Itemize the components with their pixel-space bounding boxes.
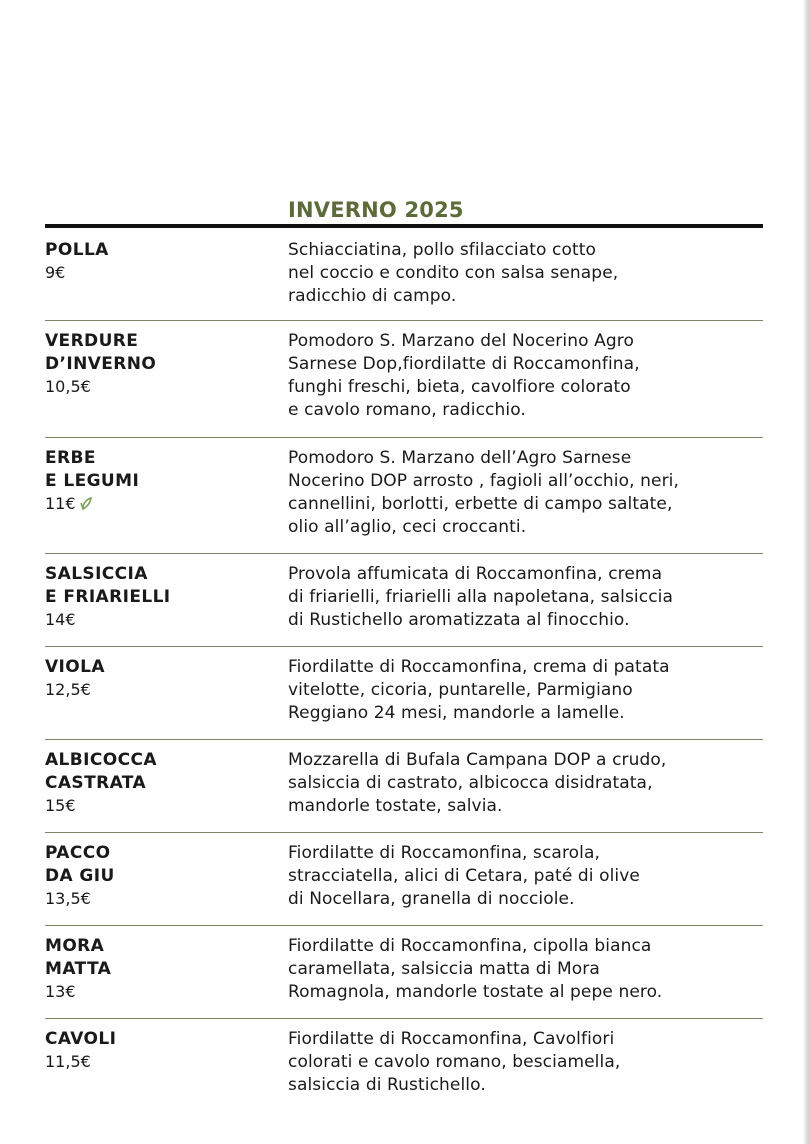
menu-item — [45, 926, 763, 1019]
item-description: Fiordilatte di Roccamonfina, crema di patata vitelotte, cicoria, puntarelle, Parmigiano Reggiano 24 mesi, mandorle a lamelle. — [288, 657, 670, 723]
menu-item — [45, 740, 763, 833]
item-price: 13,5€ — [45, 889, 91, 908]
item-name: CAVOLI — [45, 1029, 117, 1049]
item-price: 9€ — [45, 263, 66, 282]
item-description: Mozzarella di Bufala Campana DOP a crudo, salsiccia di castrato, albicocca disidratata, mandorle tostate, salvia. — [288, 750, 667, 816]
item-description: Schiacciatina, pollo sfilacciato cotto nel coccio e condito con salsa senape, radicchio di campo. — [288, 240, 619, 306]
item-name: SALSICCIA E FRIARIELLI — [45, 564, 171, 607]
item-description: Fiordilatte di Roccamonfina, cipolla bianca caramellata, salsiccia matta di Mora Romagnola, mandorle tostate al pepe nero. — [288, 936, 663, 1002]
item-price: 13€ — [45, 982, 76, 1001]
menu-item — [45, 833, 763, 926]
item-name: ERBE E LEGUMI — [45, 448, 140, 491]
leaf-icon — [80, 494, 92, 516]
menu-item — [45, 647, 763, 740]
item-description: Fiordilatte di Roccamonfina, scarola, stracciatella, alici di Cetara, paté di olive di Nocellara, granella di nocciole. — [288, 843, 640, 909]
item-price: 15€ — [45, 796, 76, 815]
menu-item — [45, 230, 763, 321]
menu-item — [45, 554, 763, 647]
item-name: VIOLA — [45, 657, 105, 677]
title-divider — [45, 224, 763, 228]
item-price: 11,5€ — [45, 1052, 91, 1071]
item-price-row — [45, 493, 288, 516]
menu-item — [45, 321, 763, 438]
item-price: 11€ — [45, 494, 76, 513]
item-name: ALBICOCCA CASTRATA — [45, 750, 157, 793]
item-description: Pomodoro S. Marzano dell’Agro Sarnese Nocerino DOP arrosto , fagioli all’occhio, neri, cannellini, borlotti, erbette di campo saltate, olio all’aglio, ceci croccanti. — [288, 448, 679, 537]
item-price: 10,5€ — [45, 377, 91, 396]
menu-item — [45, 438, 763, 554]
item-description: Provola affumicata di Roccamonfina, crema di friarielli, friarielli alla napoletana, salsiccia di Rustichello aromatizzata al finocchio. — [288, 564, 673, 630]
item-price: 14€ — [45, 610, 76, 629]
item-name: PACCO DA GIU — [45, 843, 115, 886]
item-name: POLLA — [45, 240, 109, 260]
item-price: 12,5€ — [45, 680, 91, 699]
menu-item — [45, 1019, 763, 1112]
item-name: VERDURE D’INVERNO — [45, 331, 157, 374]
item-description: Fiordilatte di Roccamonfina, Cavolfiori colorati e cavolo romano, besciamella, salsiccia di Rustichello. — [288, 1029, 621, 1095]
page-edge-shadow — [803, 0, 810, 1144]
item-description: Pomodoro S. Marzano del Nocerino Agro Sarnese Dop,fiordilatte di Roccamonfina, funghi freschi, bieta, cavolfiore colorato e cavolo romano, radicchio. — [288, 331, 640, 420]
menu-items — [45, 230, 763, 1112]
item-name: MORA MATTA — [45, 936, 112, 979]
menu-title: INVERNO 2025 — [288, 198, 464, 222]
